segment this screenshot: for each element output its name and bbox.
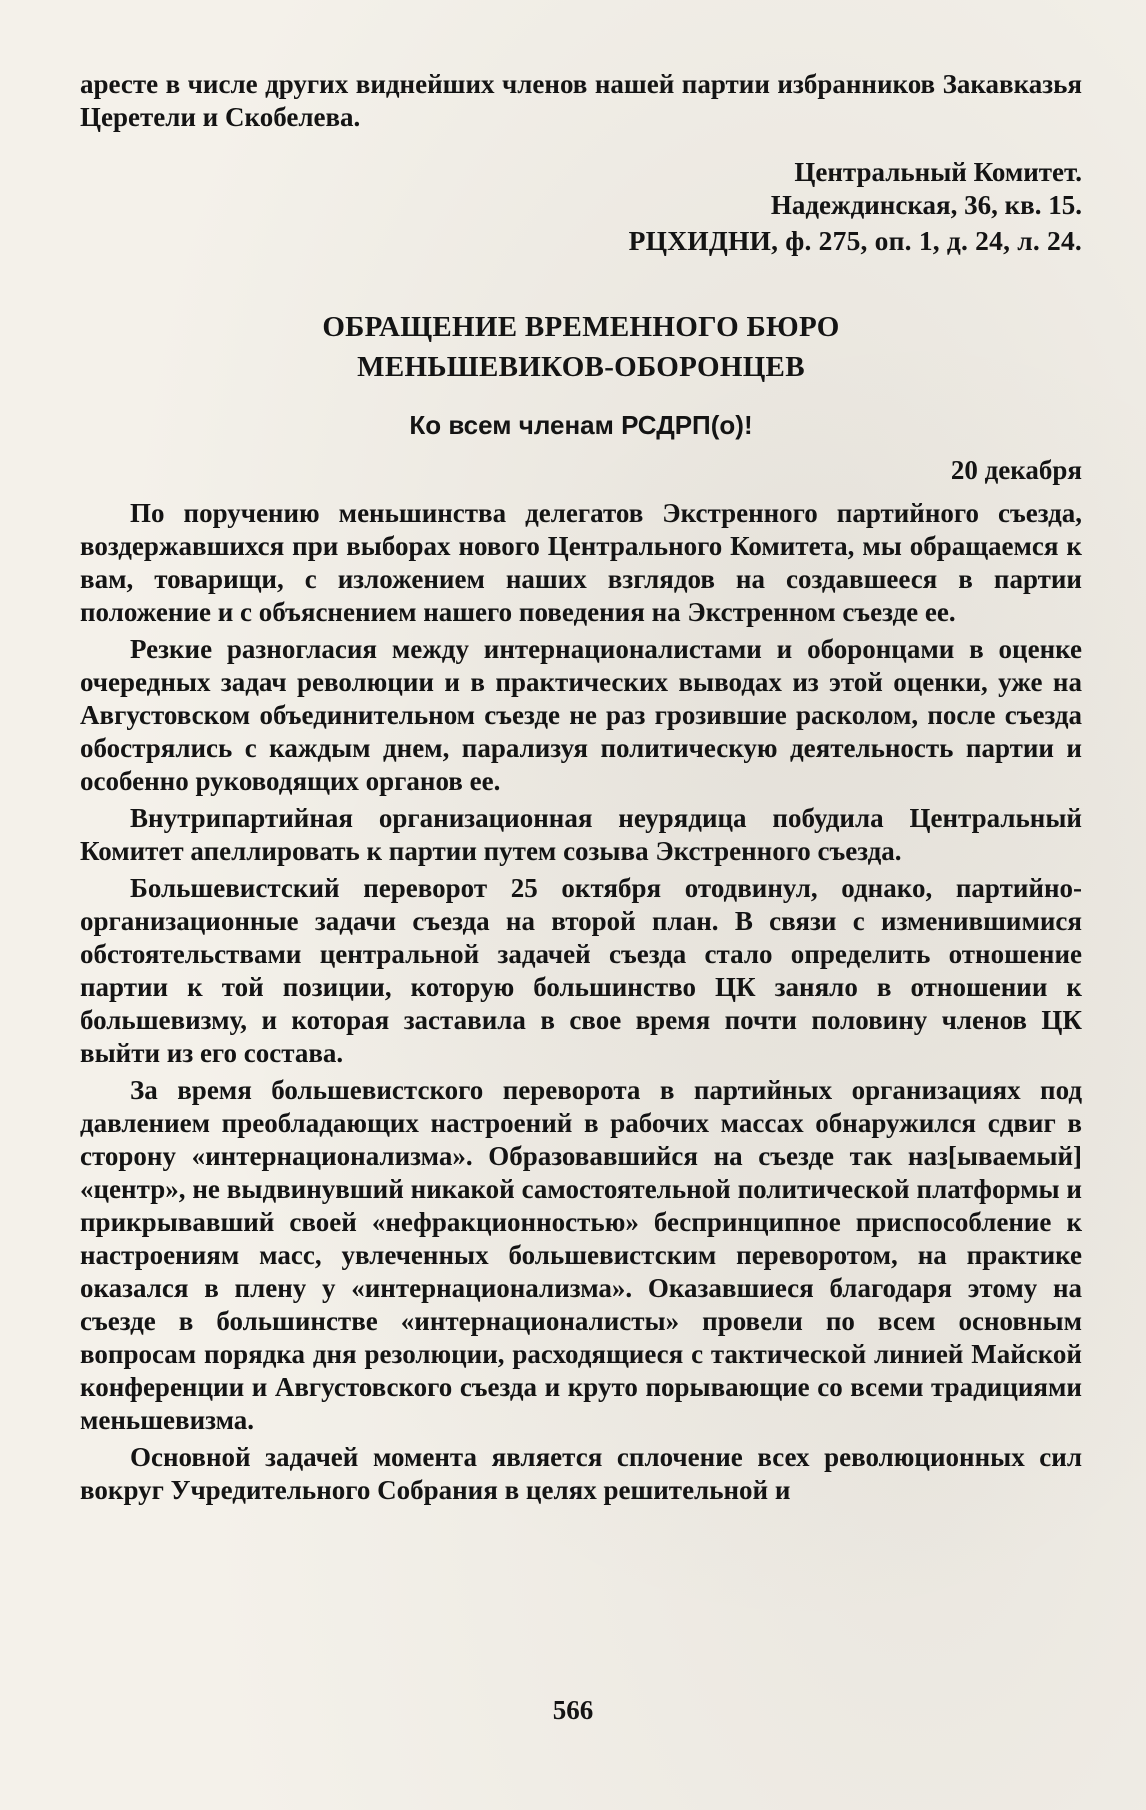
paragraph: За время большевистского переворота в партийных организациях под давлением преобладающих настроений в рабочих массах обнаружился сдвиг в сторону «интернационализма». Образовавшийся на съезде так наз[ываемый] «центр», не выдвинувший никакой самостоятельной политической платформы и прикрывавший своей «нефракционностью» беспринципное приспособление к настроениям масс, увлеченных большевистским переворотом, на практике оказался в плену у «интернационализма». Оказавшиеся благодаря этому на съезде в большинстве «интернационалисты» провели по всем основным вопросам порядка дня резолюции, расходящиеся с тактической линией Майской конференции и Августовского съезда и круто порывающие со всеми традициями меньшевизма.: [80, 1075, 1082, 1435]
document-address-line: Ко всем членам РСДРП(о)!: [409, 410, 753, 440]
paragraph: Внутрипартийная организационная неурядица побудила Центральный Комитет апеллировать к партии путем созыва Экстренного съезда.: [80, 803, 1082, 866]
document-title-line-2: МЕНЬШЕВИКОВ-ОБОРОНЦЕВ: [357, 351, 805, 383]
document-date: 20 декабря: [950, 455, 1082, 485]
document-title-line-1: ОБРАЩЕНИЕ ВРЕМЕННОГО БЮРО: [322, 311, 840, 343]
paragraph: Большевистский переворот 25 октября отодвинул, однако, партийно-организационные задачи съезда на второй план. В связи с изменившимися обстоятельствами центральной задачей съезда стало определить отношение партии к той позиции, которую большинство ЦК заняло в отношении к большевизму, и которая заставила в свое время почти половину членов ЦК выйти из его состава.: [80, 873, 1082, 1068]
previous-document-ending: аресте в числе других виднейших членов нашей партии избранников Закавказья Церетели и Скобелева.: [80, 69, 1082, 132]
paragraph: Резкие разногласия между интернационалистами и оборонцами в оценке очередных задач революции и в практических выводах из этой оценки, уже на Августовском объединительном съезде не раз грозившие расколом, после съезда обострялись с каждым днем, парализуя политическую деятельность партии и особенно руководящих органов ее.: [80, 634, 1082, 796]
document-body: [80, 497, 1082, 1507]
archive-reference: РЦХИДНИ, ф. 275, оп. 1, д. 24, л. 24.: [628, 225, 1082, 256]
signature-address: Надеждинская, 36, кв. 15.: [770, 190, 1082, 220]
paragraph: Основной задачей момента является сплочение всех революционных сил вокруг Учредительного Собрания в целях решительной и: [80, 1442, 1082, 1505]
signature-block: [80, 156, 1082, 257]
signature-committee: Центральный Комитет.: [794, 157, 1082, 187]
document-title: [80, 307, 1082, 387]
page-text: [80, 68, 1082, 1507]
paragraph: По поручению меньшинства делегатов Экстренного партийного съезда, воздержавшихся при выборах нового Центрального Комитета, мы обращаемся к вам, товарищи, с изложением наших взглядов на создавшееся в партии положение и с объяснением нашего поведения на Экстренном съезде ее.: [80, 498, 1082, 627]
page-number: 566: [552, 1695, 594, 1725]
